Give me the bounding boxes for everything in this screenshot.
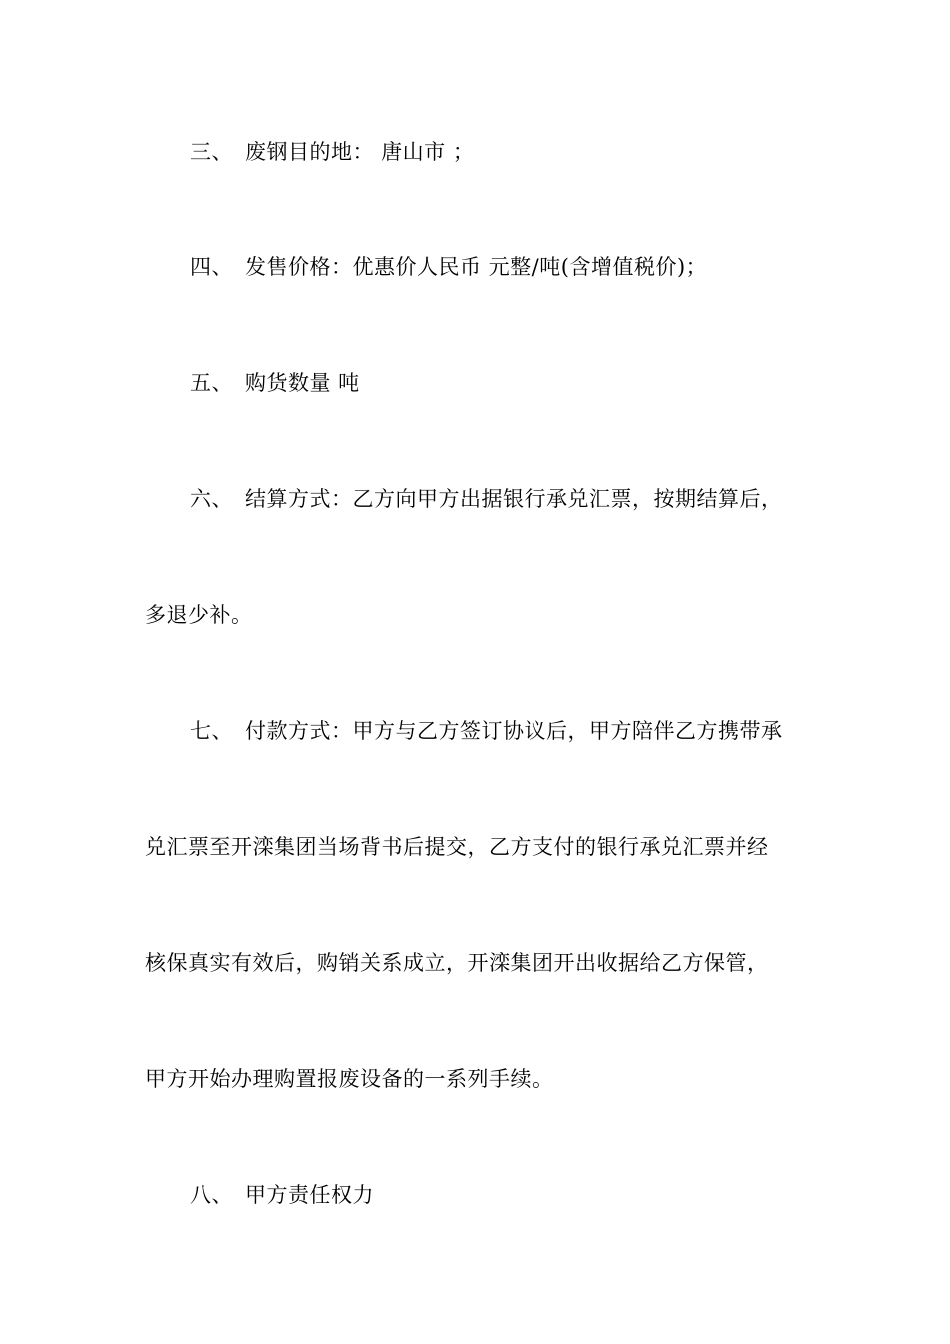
clause-text: 付款方式：甲方与乙方签订协议后，甲方陪伴乙方携带承: [245, 719, 783, 743]
clause-text: 废钢目的地： 唐山市 ；: [245, 140, 475, 164]
clause-number: 六、: [190, 487, 233, 511]
clause-number: 五、: [190, 371, 233, 395]
clause-3: [190, 137, 474, 167]
clause-text: 购货数量 吨: [245, 371, 360, 395]
clause-7-continuation-1: 兑汇票至开滦集团当场背书后提交，乙方支付的银行承兑汇票并经: [145, 835, 769, 859]
clause-7-continuation-3: 甲方开始办理购置报废设备的一系列手续。: [145, 1067, 554, 1091]
clause-number: 四、: [190, 255, 233, 279]
clause-text: 发售价格：优惠价人民币 元整/吨(含增值税价)；: [245, 255, 708, 279]
clause-6: [190, 484, 783, 514]
clause-text: 甲方责任权力: [245, 1183, 374, 1207]
clause-8: [190, 1180, 374, 1210]
clause-number: 七、: [190, 719, 233, 743]
clause-number: 八、: [190, 1183, 233, 1207]
clause-text: 结算方式：乙方向甲方出据银行承兑汇票，按期结算后，: [245, 487, 783, 511]
clause-7: [190, 716, 783, 746]
clause-4: [190, 252, 707, 282]
clause-number: 三、: [190, 140, 233, 164]
clause-7-continuation-2: 核保真实有效后，购销关系成立，开滦集团开出收据给乙方保管，: [145, 951, 769, 975]
clause-6-continuation: 多退少补。: [145, 603, 253, 627]
clause-5: [190, 368, 360, 398]
